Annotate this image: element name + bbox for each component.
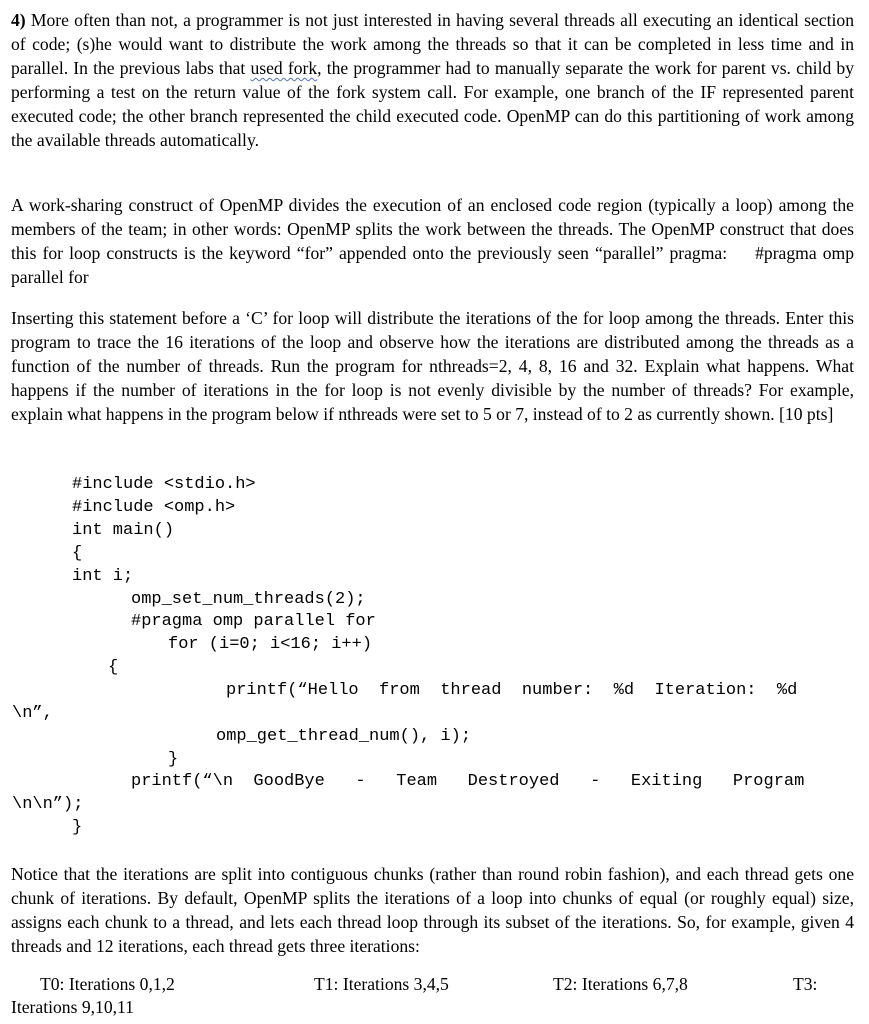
paragraph-intro: [11, 8, 854, 152]
paragraph-worksharing: [11, 193, 854, 289]
thread-t1-iterations: T1: Iterations 3,4,5: [314, 974, 449, 994]
thread-t0-iterations: T0: Iterations 0,1,2: [40, 974, 175, 994]
code-line: }: [168, 750, 179, 769]
thread-t3-label: T3:: [793, 974, 818, 994]
instructions-text: Inserting this statement before a ‘C’ for loop will distribute the iterations of the for loop among the threads. Enter this program to trace the 16 iterations of the loop and observe how the iterations are distributed among the threads as a function of the number of threads. Run the program for nthreads=2, 4, 8, 16 and 32. Explain what happens. What happens if the number of iterations in the for loop is not evenly divisible by the number of threads? For example, explain what happens in the program below if nthreads were set to 5 or 7, instead of to 2 as currently shown. [10 pts]: [11, 308, 854, 424]
code-line: #include <stdio.h>: [72, 475, 256, 494]
code-line: }: [72, 818, 83, 837]
paragraph-instructions: [11, 306, 854, 426]
thread-t3-iterations: Iterations 9,10,11: [11, 997, 134, 1017]
paragraph-notice: [11, 862, 854, 958]
code-line: {: [72, 544, 83, 563]
code-line: printf(“Hello from thread number: %d Iteration: %d: [226, 681, 798, 700]
notice-text: Notice that the iterations are split into contiguous chunks (rather than round robin fashion), and each thread gets one chunk of iterations. By default, OpenMP splits the iterations of a loop into chunks of equal (or roughly equal) size, assigns each chunk to a thread, and lets each thread loop through its subset of the iterations. So, for example, given 4 threads and 12 iterations, each thread gets three iterations:: [11, 864, 854, 956]
code-line: int i;: [72, 567, 134, 586]
worksharing-text: A work-sharing construct of OpenMP divides the execution of an enclosed code region (typically a loop) among the members of the team; in other words: OpenMP splits the work between the threads. The OpenMP construct that does this for loop constructs is the keyword “for” appended onto the previously seen “parallel” pragma:: [11, 195, 854, 263]
code-line: \n”,: [12, 704, 53, 723]
code-line: #include <omp.h>: [72, 498, 236, 517]
code-line: printf(“\n GoodBye - Team Destroyed - Exiting Program: [131, 772, 805, 791]
intro-text-2: , the programmer had to manually separate the work for parent vs. child by performing a test on the return value of the fork system call. For example, one branch of the IF represented parent executed code; the other branch represented the child executed code. OpenMP can do this partitioning of work among the available threads automatically.: [11, 58, 854, 150]
code-line: for (i=0; i<16; i++): [168, 635, 373, 654]
code-line: {: [108, 658, 119, 677]
pragma-inline: #pragma omp parallel for: [11, 243, 855, 287]
code-line: \n\n”);: [12, 795, 84, 814]
code-line: #pragma omp parallel for: [131, 612, 376, 631]
spellcheck-flagged-text: used fork: [250, 58, 318, 78]
code-line: omp_get_thread_num(), i);: [216, 727, 472, 746]
intro-text-1: More often than not, a programmer is not just interested in having several threads all executing an identical section of code; (s)he would want to distribute the work among the threads so that it can be completed in less time and in parallel. In the previous labs that: [11, 10, 854, 78]
code-line: int main(): [72, 521, 175, 540]
question-number: 4): [11, 10, 26, 30]
code-line: omp_set_num_threads(2);: [131, 590, 366, 609]
thread-t2-iterations: T2: Iterations 6,7,8: [553, 974, 688, 994]
code-listing: [0, 474, 869, 844]
